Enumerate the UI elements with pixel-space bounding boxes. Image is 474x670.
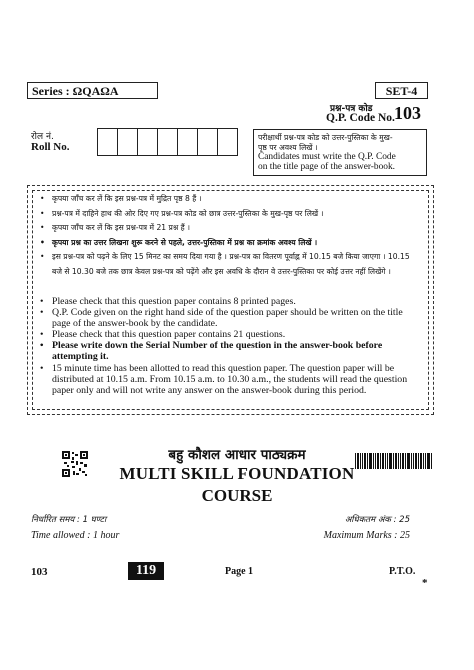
qp-code-hindi-label: प्रश्न-पत्र कोड	[330, 104, 373, 114]
instruction-item: • कृपया जाँच कर लें कि इस प्रश्न-पत्र में 21 प्रश्न हैं ।	[40, 221, 420, 236]
barcode-icon	[355, 453, 433, 469]
qp-code-label: Q.P. Code No.	[326, 112, 395, 124]
maximum-marks: Maximum Marks : 25	[323, 530, 410, 541]
roll-digit-box[interactable]	[158, 129, 178, 155]
footer-boxed-number: 119	[128, 562, 164, 580]
instruction-item: • इस प्रश्न-पत्र को पढ़ने के लिए 15 मिनट का समय दिया गया है । प्रश्न-पत्र का वितरण पूर्वाह्न में 10.15 बजे किया जाएगा । 10.15 बजे से 10.30 बजे तक छात्र केवल प्रश्न-पत्र को पढ़ेंगे और इस अवधि के दौरान वे उत्तर-पुस्तिका पर कोई उत्तर नहीं लिखेंगे ।	[40, 250, 420, 279]
pto-label: P.T.O.	[389, 566, 416, 577]
instruction-hindi-line: पृष्ठ पर अवश्य लिखें ।	[258, 143, 318, 152]
instruction-english-line: on the title page of the answer-book.	[258, 161, 396, 172]
course-title-line2: COURSE	[201, 486, 273, 505]
instruction-item: • Please check that this question paper contains 8 printed pages.	[40, 296, 420, 307]
instruction-item: • 15 minute time has been allotted to read this question paper. The question paper will be distributed at 10.15 a.m. From 10.15 a.m. to 10.30 a.m., the students will read the question paper only and will not write any answer on the answer-book during this period.	[40, 363, 420, 396]
course-title-hindi: बहु कौशल आधार पाठ्यक्रम	[168, 447, 306, 463]
instruction-english-line: Candidates must write the Q.P. Code	[258, 152, 396, 162]
instruction-item: • प्रश्न-पत्र में दाहिने हाथ की ओर दिए गए प्रश्न-पत्र कोड को छात्र उत्तर-पुस्तिका के मुख-पृष्ठ पर लिखें ।	[40, 207, 420, 222]
roll-label-hindi: रोल नं.	[31, 132, 54, 142]
roll-label: Roll No.	[31, 141, 70, 153]
qp-code-instruction-box	[253, 129, 427, 176]
roll-digit-box[interactable]	[118, 129, 138, 155]
instruction-hindi-line: परीक्षार्थी प्रश्न-पत्र कोड को उत्तर-पुस्तिका के मुख-	[258, 133, 393, 142]
roll-number-boxes[interactable]	[97, 128, 238, 156]
maximum-marks-hindi: अधिकतम अंक : 25	[344, 515, 410, 525]
time-allowed-hindi: निर्धारित समय : 1 घण्टा	[31, 515, 107, 525]
instruction-item: • Q.P. Code given on the right hand side of the question paper should be written on the title page of the answer-book by the candidate.	[40, 307, 420, 329]
instructions-hindi-list	[40, 192, 420, 279]
instruction-item: • कृपया प्रश्न का उत्तर लिखना शुरू करने से पहले, उत्तर-पुस्तिका में प्रश्न का क्रमांक अवश्य लिखें ।	[40, 236, 420, 251]
roll-digit-box[interactable]	[198, 129, 218, 155]
instruction-item: • Please check that this question paper contains 21 questions.	[40, 329, 420, 340]
series-box: Series : ΩQAΩA	[27, 82, 158, 99]
course-title: MULTI SKILL FOUNDATION	[119, 464, 355, 483]
instruction-item: • कृपया जाँच कर लें कि इस प्रश्न-पत्र में मुद्रित पृष्ठ 8 हैं ।	[40, 192, 420, 207]
qp-code-number: 103	[394, 103, 421, 123]
footer-code: 103	[31, 566, 48, 578]
instructions-english-list	[40, 296, 420, 396]
time-allowed: Time allowed : 1 hour	[31, 530, 120, 541]
page-number: Page 1	[225, 566, 254, 577]
set-box: SET-4	[375, 82, 428, 99]
instruction-item: • Please write down the Serial Number of the question in the answer-book before attempting it.	[40, 340, 420, 362]
roll-digit-box[interactable]	[218, 129, 237, 155]
roll-digit-box[interactable]	[98, 129, 118, 155]
roll-digit-box[interactable]	[138, 129, 158, 155]
star-mark: *	[422, 577, 428, 589]
roll-digit-box[interactable]	[178, 129, 198, 155]
